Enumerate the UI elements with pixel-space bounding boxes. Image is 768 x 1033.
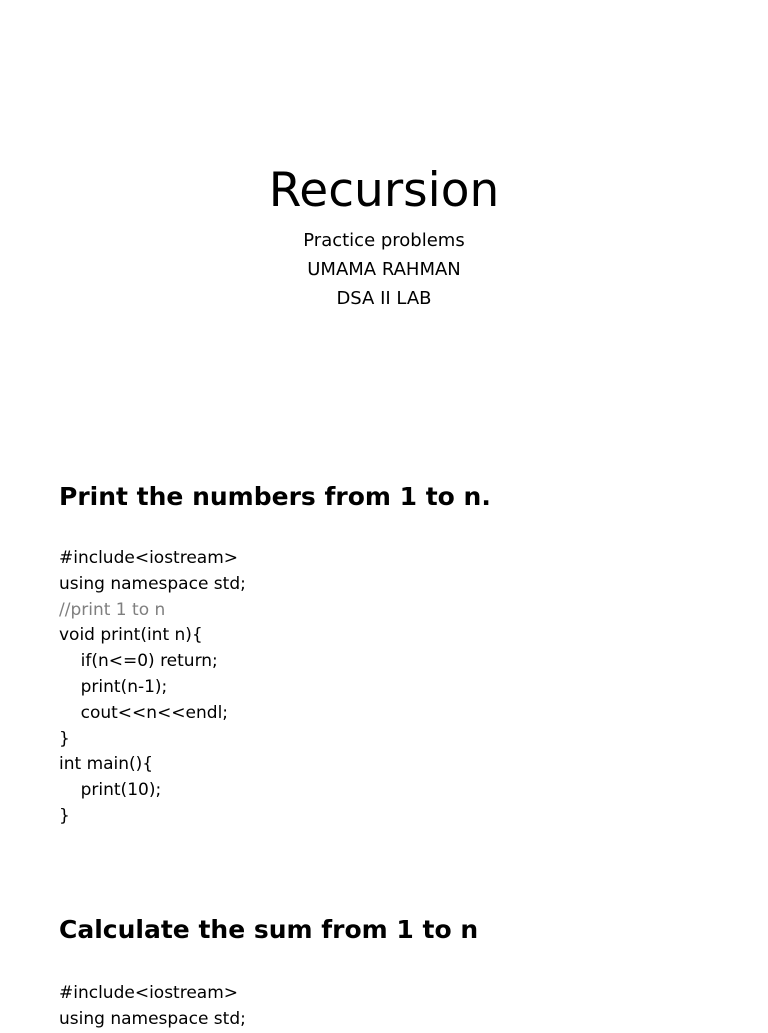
code-line: if(n<=0) return;: [59, 651, 218, 672]
subtitle-line: Practice problems: [303, 230, 465, 251]
problem-heading: Print the numbers from 1 to n.: [59, 482, 491, 511]
problem-section-print: [59, 478, 719, 830]
code-line: using namespace std;: [59, 1008, 246, 1029]
subtitle-block: [0, 226, 768, 313]
code-line: int main(){: [59, 754, 154, 775]
code-line: #include<iostream>: [59, 548, 239, 568]
code-line: void print(int n){: [59, 625, 203, 646]
code-block: [59, 981, 719, 1033]
author-name: UMAMA RAHMAN: [307, 259, 461, 280]
code-line: using namespace std;: [59, 573, 246, 594]
code-line: }: [59, 728, 70, 749]
code-line: print(10);: [59, 780, 162, 801]
code-line: }: [59, 805, 70, 826]
code-comment-line: //print 1 to n: [59, 599, 166, 620]
page-title: Recursion: [268, 163, 500, 218]
course-name: DSA II LAB: [336, 288, 432, 309]
code-line: cout<<n<<endl;: [59, 702, 229, 723]
title-block: [0, 160, 768, 313]
problem-section-sum: [59, 911, 719, 1033]
code-block: [59, 546, 719, 830]
code-line: print(n-1);: [59, 676, 168, 697]
problem-heading: Calculate the sum from 1 to n: [59, 915, 479, 944]
code-line: #include<iostream>: [59, 983, 239, 1003]
